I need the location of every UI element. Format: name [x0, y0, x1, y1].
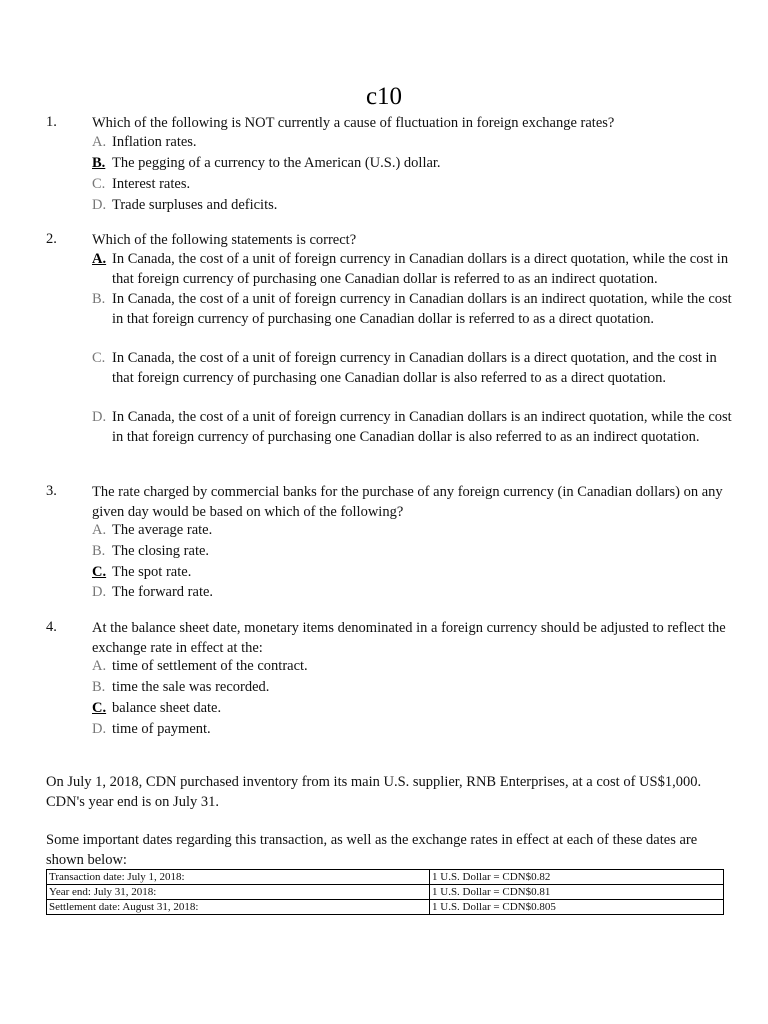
option-letter: B.: [92, 543, 106, 559]
option-text: In Canada, the cost of a unit of foreign currency in Canadian dollars is an indirect quotation, while the cost in that foreign currency of purchasing one Canadian dollar is referred to as a direct quotation.: [112, 291, 732, 327]
option-letter: D.: [92, 409, 107, 425]
option-letter: A.: [92, 522, 107, 538]
question-2-text: Which of the following statements is correct?: [92, 232, 357, 248]
question-2-option-a: [92, 250, 732, 289]
option-text: Trade surpluses and deficits.: [112, 197, 278, 213]
question-2-option-c: [92, 349, 732, 388]
option-letter-correct: A.: [92, 251, 107, 267]
rate-value-cell: 1 U.S. Dollar = CDN$0.82: [430, 870, 724, 885]
option-letter: D.: [92, 721, 107, 737]
option-text: The forward rate.: [112, 584, 214, 600]
option-letter: C.: [92, 176, 106, 192]
option-letter: A.: [92, 134, 107, 150]
option-letter: C.: [92, 350, 106, 366]
rate-value-cell: 1 U.S. Dollar = CDN$0.805: [430, 900, 724, 915]
option-text: time of payment.: [112, 721, 211, 737]
option-text: The spot rate.: [112, 564, 192, 580]
question-3-option-b: [92, 542, 732, 562]
question-1-option-b: [92, 154, 732, 174]
option-text: time of settlement of the contract.: [112, 658, 308, 674]
option-letter-correct: C.: [92, 700, 107, 716]
option-letter: B.: [92, 679, 106, 695]
option-text: Inflation rates.: [112, 134, 197, 150]
question-1-option-c: [92, 175, 732, 195]
question-4-option-c: [92, 699, 732, 719]
case-paragraph-1: On July 1, 2018, CDN purchased inventory from its main U.S. supplier, RNB Enterprises, at a cost of US$1,000. CDN's year end is on July 31.: [46, 774, 702, 810]
rate-value-cell: 1 U.S. Dollar = CDN$0.81: [430, 885, 724, 900]
question-3-text: The rate charged by commercial banks for the purchase of any foreign currency (in Canadian dollars) on any given day would be based on which of the following?: [92, 484, 723, 520]
question-2-option-d: [92, 408, 732, 447]
page-title: c10: [365, 83, 403, 110]
option-text: The closing rate.: [112, 543, 210, 559]
question-1-text: Which of the following is NOT currently a cause of fluctuation in foreign exchange rates?: [92, 115, 615, 131]
question-4-option-b: [92, 678, 732, 698]
question-2-number: 2.: [46, 231, 57, 247]
question-3-option-d: [92, 583, 732, 603]
rate-date-cell: Settlement date: August 31, 2018:: [47, 900, 430, 915]
table-row: [47, 900, 724, 915]
question-1-option-d: [92, 196, 732, 216]
option-letter: A.: [92, 658, 107, 674]
table-row: [47, 870, 724, 885]
table-row: [47, 885, 724, 900]
question-4-number: 4.: [46, 619, 57, 635]
rate-date-cell: Year end: July 31, 2018:: [47, 885, 430, 900]
question-3-option-c: [92, 563, 732, 583]
question-3-number: 3.: [46, 483, 57, 499]
question-2-option-b: [92, 290, 732, 329]
option-letter: D.: [92, 584, 107, 600]
option-letter: D.: [92, 197, 107, 213]
question-4-text: At the balance sheet date, monetary items denominated in a foreign currency should be adjusted to reflect the exchange rate in effect at the:: [92, 620, 726, 656]
rate-date-cell: Transaction date: July 1, 2018:: [47, 870, 430, 885]
option-text: In Canada, the cost of a unit of foreign currency in Canadian dollars is a direct quotation, while the cost in that foreign currency of purchasing one Canadian dollar is referred to as an indirect quotation.: [112, 251, 729, 287]
option-text: balance sheet date.: [112, 700, 222, 716]
question-1-number: 1.: [46, 114, 57, 130]
exchange-rates-table: [46, 869, 724, 915]
question-1-option-a: [92, 133, 732, 153]
option-letter: B.: [92, 291, 106, 307]
option-letter-correct: C.: [92, 564, 107, 580]
case-paragraph-2: Some important dates regarding this transaction, as well as the exchange rates in effect at each of these dates are shown below:: [46, 832, 698, 868]
option-text: In Canada, the cost of a unit of foreign currency in Canadian dollars is an indirect quotation, while the cost in that foreign currency of purchasing one Canadian dollar is also referred to as an indirect quotation.: [112, 409, 732, 445]
option-text: Interest rates.: [112, 176, 191, 192]
question-4-option-a: [92, 657, 732, 677]
question-4-option-d: [92, 720, 732, 740]
option-text: In Canada, the cost of a unit of foreign currency in Canadian dollars is a direct quotation, and the cost in that foreign currency of purchasing one Canadian dollar is also referred to as a direct quotation.: [112, 350, 717, 386]
option-text: time the sale was recorded.: [112, 679, 270, 695]
option-letter-correct: B.: [92, 155, 106, 171]
question-3-option-a: [92, 521, 732, 541]
option-text: The pegging of a currency to the American (U.S.) dollar.: [112, 155, 441, 171]
option-text: The average rate.: [112, 522, 213, 538]
